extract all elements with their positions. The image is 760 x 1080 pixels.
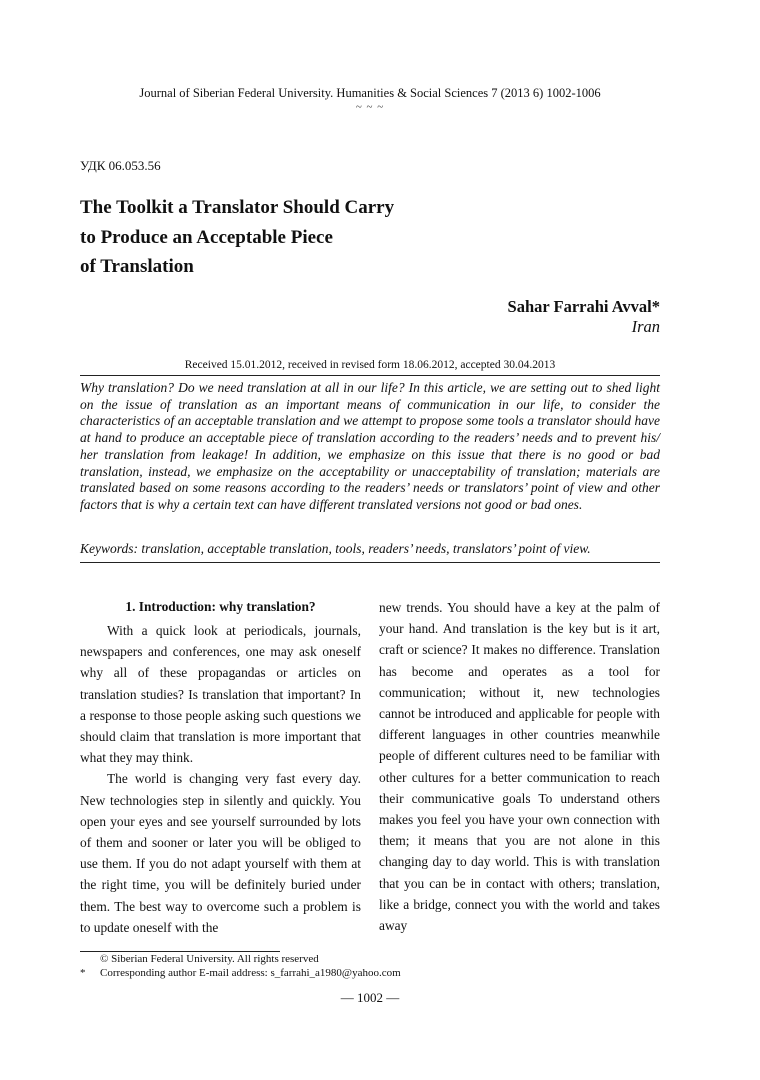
body-paragraph: The world is changing very fast every day. New technologies step in silently and quickly. You open your eyes and see yourself surrounded by lots of them and sooner or later you will be obliged to use them. If you do not adapt yourself with them at the right time, you will be definitely buried under them. The best way to overcome such a problem is to update oneself with the	[80, 771, 361, 935]
title-line: to Produce an Acceptable Piece	[80, 226, 333, 248]
copyright-text: © Siberian Federal University. All rights reserved	[100, 953, 319, 965]
body-column-right	[379, 597, 660, 936]
author-name: Sahar Farrahi Avval*	[507, 297, 660, 316]
author-country: Iran	[631, 317, 660, 336]
footnote-asterisk: *	[80, 967, 86, 979]
title-line: of Translation	[80, 256, 194, 277]
footnote-corresponding	[80, 967, 401, 979]
title-line: The Toolkit a Translator Should Carry	[80, 197, 395, 218]
page-number: — 1002 —	[340, 990, 400, 1005]
received-dates: Received 15.01.2012, received in revised form 18.06.2012, accepted 30.04.2013	[184, 359, 556, 371]
article-title	[80, 193, 500, 282]
udk-code: УДК 06.053.56	[80, 158, 161, 173]
header-separator: ~ ~ ~	[355, 101, 385, 113]
footnote-rule	[80, 951, 280, 952]
abstract: Why translation? Do we need translation at all in our life? In this article, we are setting out to shed light on the issue of translation as an important means of communication in our life, to consider the characteristics of an acceptable translation and we attempt to propose some tools a translator should have at hand to produce an acceptable piece of translation according to the readers’ needs and to prevent his/ her translation from leakage! In addition, we emphasize on this issue that there is no good or bad translation, instead, we emphasize on the acceptability or unacceptability of translation; materials are translated based on some reasons according to the readers’ needs or translators’ point of view and other factors that is why a certain text can have different translated versions not good or bad ones.	[80, 380, 660, 512]
footnote-copyright	[80, 953, 319, 965]
body-paragraph: With a quick look at periodicals, journals, newspapers and conferences, one may ask oneself why all of these propagandas or articles on translation studies? Is translation that important? In a response to those people asking such questions we should claim that translation is more important that what they may think.	[80, 623, 361, 766]
abstract-bottom-rule	[80, 562, 660, 563]
abstract-top-rule	[80, 375, 660, 376]
corresponding-email: Corresponding author E-mail address: s_farrahi_a1980@yahoo.com	[100, 967, 401, 979]
body-column-left	[80, 597, 361, 938]
journal-header: Journal of Siberian Federal University. Humanities & Social Sciences 7 (2013 6) 1002-1006	[139, 86, 601, 100]
section-heading: 1. Introduction: why translation?	[125, 599, 316, 614]
body-paragraph: new trends. You should have a key at the palm of your hand. And translation is the key but is it art, craft or science? It makes no difference. Translation has become and operates as a tool for communication; without it, new technologies cannot be introduced and applicable for people with different languages in other countries meanwhile people of different cultures need to be familiar with other cultures for a better communication to reach their communicative goals To understand others makes you feel you have your own connection with them; it means that you are not alone in this changing day to day world. This is with translation that you can be in contact with others; translation, like a bridge, connect you with the world and takes away	[379, 600, 660, 934]
keywords: Keywords: translation, acceptable translation, tools, readers’ needs, translators’ point of view.	[80, 541, 591, 556]
